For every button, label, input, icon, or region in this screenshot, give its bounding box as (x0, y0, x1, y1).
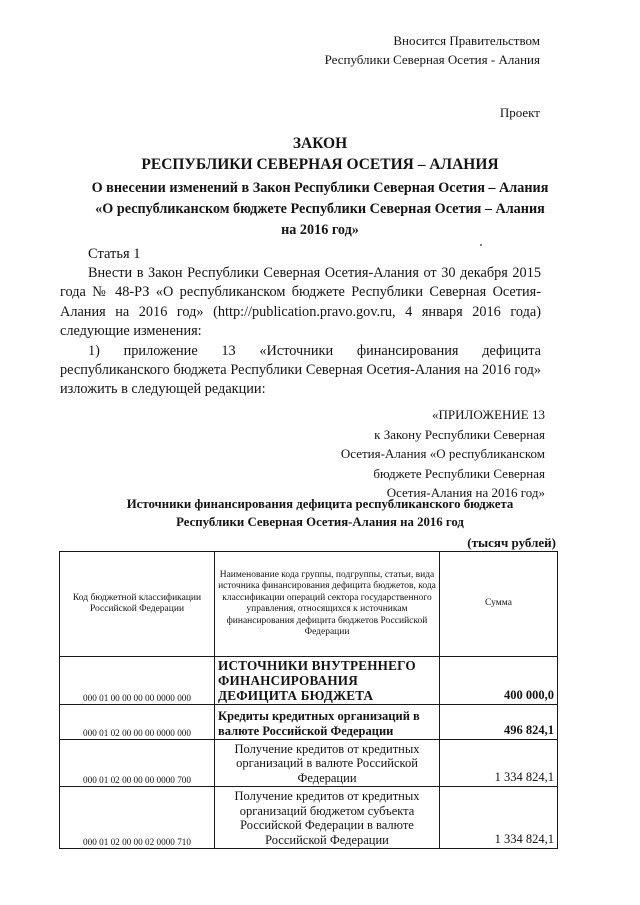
article-heading: Статья 1 (88, 246, 141, 262)
appendix-line-2: к Закону Республики Северная (374, 426, 545, 442)
row-name: Получение кредитов от кредитных организаций бюджетом субъекта Российской Федерации в валюте Российской Федерации (215, 787, 440, 849)
header-name: Наименование кода группы, подгруппы, статьи, вида источника финансирования дефицита бюджетов, кода классификации операций сектора государственного управления, относящихся к источникам финансирования дефицита бюджетов Российской Федерации (215, 552, 440, 657)
table-title (0, 495, 640, 531)
article-body (60, 264, 541, 400)
table-title-line-1: Источники финансирования дефицита республиканского бюджета (126, 497, 514, 511)
row-name: Кредиты кредитных организаций в валюте Российской Федерации (215, 705, 440, 740)
row-code: 000 01 02 00 00 00 0000 000 (60, 705, 215, 740)
appendix-note (341, 405, 545, 503)
row-sum: 400 000,0 (440, 657, 558, 705)
project-label: Проект (499, 105, 540, 120)
law-subtitle-line-2: «О республиканском бюджете Республики Северная Осетия – Алания (95, 201, 545, 217)
article-paragraph-1: Внести в Закон Республики Северная Осетия-Алания от 30 декабря 2015 года № 48-РЗ «О республиканском бюджете Республики Северная Осетия-Алания на 2016 год» (http://publication.pravo.gov.ru, 4 января 2016 года) следующие изменения: (60, 265, 541, 340)
table-row (60, 787, 558, 849)
row-name: Получение кредитов от кредитных организаций в валюте Российской Федерации (215, 740, 440, 787)
units-label: (тысяч рублей) (467, 535, 556, 550)
financing-table (59, 551, 558, 849)
table-row (60, 740, 558, 787)
law-subtitle-line-1: О внесении изменений в Закон Республики Северная Осетия – Алания (91, 180, 549, 196)
scan-speck (480, 244, 482, 246)
law-title-line-1: ЗАКОН (292, 135, 348, 152)
submitter-block (325, 31, 540, 69)
row-code: 000 01 02 00 00 02 0000 710 (60, 787, 215, 849)
table-header-row (60, 552, 558, 657)
row-name: ИСТОЧНИКИ ВНУТРЕННЕГО ФИНАНСИРОВАНИЯ ДЕФИЦИТА БЮДЖЕТА (215, 657, 440, 705)
row-code: 000 01 02 00 00 00 0000 700 (60, 740, 215, 787)
row-sum: 496 824,1 (440, 705, 558, 740)
header-sum: Сумма (440, 552, 558, 657)
table-row (60, 657, 558, 705)
row-code: 000 01 00 00 00 00 0000 000 (60, 657, 215, 705)
appendix-line-1: «ПРИЛОЖЕНИЕ 13 (432, 407, 545, 422)
appendix-line-4: бюджете Республики Северная (373, 465, 545, 481)
law-subtitle-line-3: на 2016 год» (281, 222, 359, 238)
row-sum: 1 334 824,1 (440, 787, 558, 849)
submitter-line-2: Республики Северная Осетия - Алания (324, 52, 540, 67)
row-sum: 1 334 824,1 (440, 740, 558, 787)
article-paragraph-2: 1) приложение 13 «Источники финансирования дефицита республиканского бюджета Республики Северная Осетия-Алания на 2016 год» изложить в следующей редакции: (60, 342, 541, 398)
law-subtitle (60, 178, 580, 241)
law-title (0, 133, 640, 175)
appendix-line-5: Осетия-Алания на 2016 год» (386, 485, 545, 500)
table-row (60, 705, 558, 740)
law-title-line-2: РЕСПУБЛИКИ СЕВЕРНАЯ ОСЕТИЯ – АЛАНИЯ (141, 156, 499, 173)
appendix-line-3: Осетия-Алания «О республиканском (340, 446, 545, 461)
table-title-line-2: Республики Северная Осетия-Алания на 2016 год (176, 515, 464, 529)
header-code: Код бюджетной классификации Российской Федерации (60, 552, 215, 657)
submitter-line-1: Вносится Правительством (393, 33, 540, 48)
